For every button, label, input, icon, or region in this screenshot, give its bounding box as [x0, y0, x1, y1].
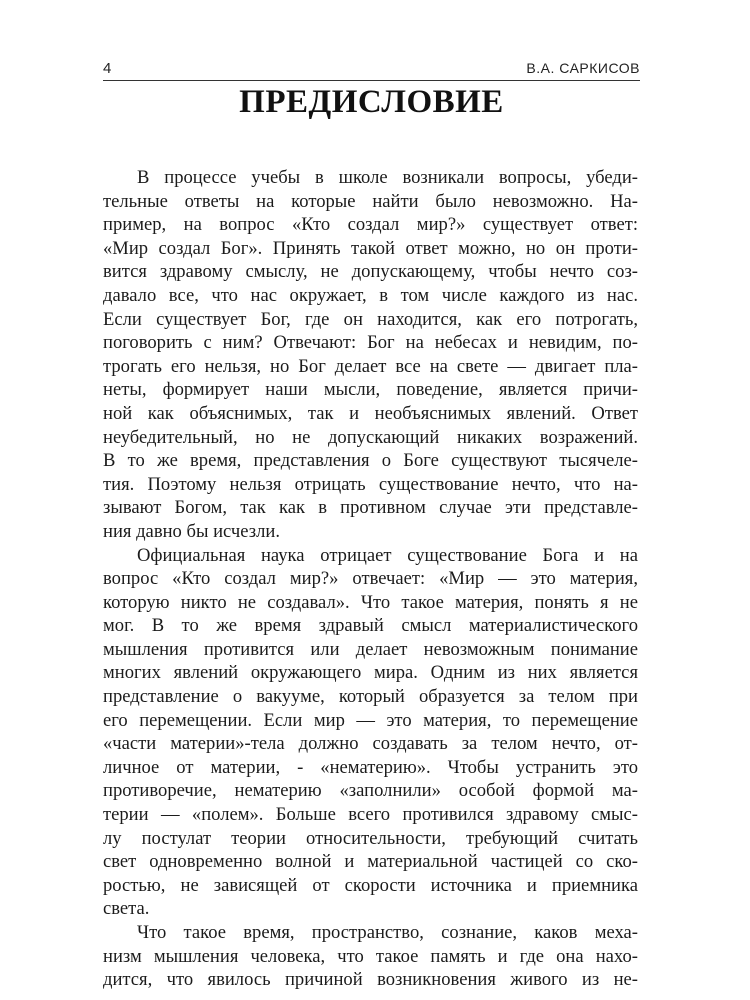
text-line: ния давно бы исчезли.: [103, 520, 280, 542]
text-line: В процессе учебы в школе возникали вопросы, убеди-: [137, 167, 638, 188]
paragraph: [103, 544, 638, 922]
text-line: дится, что явилось причиной возникновения живого из не-: [103, 969, 638, 991]
text-line: давало все, что нас окружает, в том числе каждого из нас.: [103, 284, 638, 306]
text-line: лу постулат теории относительности, требующий считать: [103, 827, 638, 849]
text-line: его перемещении. Если мир — это материя, то перемещение: [103, 709, 638, 731]
text-line: мышления противится или делает невозможным понимание: [103, 638, 638, 660]
text-line: В то же время, представления о Боге существуют тысячеле-: [103, 450, 638, 472]
page-header: [103, 58, 640, 80]
paragraph: [103, 166, 638, 544]
chapter-title: ПРЕДИСЛОВИЕ: [239, 84, 504, 120]
text-line: Если существует Бог, где он находится, как его потрогать,: [103, 308, 638, 330]
text-line: «части материи»-тела должно создавать за телом нечто, от-: [103, 733, 638, 755]
text-line: которую никто не создавал». Что такое материя, понять я не: [103, 591, 638, 613]
text-line: мог. В то же время здравый смысл материалистического: [103, 615, 638, 637]
text-line: пример, на вопрос «Кто создал мир?» существует ответ:: [103, 214, 638, 236]
paragraph: [103, 921, 638, 992]
text-line: свет одновременно волной и материальной частицей со ско-: [103, 851, 638, 873]
body-text: [103, 166, 638, 992]
text-line: представление о вакууме, который образуется за телом при: [103, 686, 638, 708]
page-number: 4: [103, 60, 112, 77]
text-line: личное от материи, - «нематерию». Чтобы устранить это: [103, 756, 638, 778]
text-line: тия. Поэтому нельзя отрицать существование нечто, что на-: [103, 473, 638, 495]
text-line: вится здравому смыслу, не допускающему, чтобы нечто соз-: [103, 261, 638, 283]
text-line: вопрос «Кто создал мир?» отвечает: «Мир — это материя,: [103, 568, 638, 590]
text-line: трогать его нельзя, но Бог делает все на свете — двигает пла-: [103, 355, 638, 377]
text-line: низм мышления человека, что такое память и где она нахо-: [103, 945, 638, 967]
text-line: «Мир создал Бог». Принять такой ответ можно, но он проти-: [103, 237, 638, 259]
text-line: ной как объяснимых, так и необъяснимых явлений. Ответ: [103, 402, 638, 424]
text-line: поговорить с ним? Отвечают: Бог на небесах и невидим, по-: [103, 332, 638, 354]
text-line: Официальная наука отрицает существование Бога и на: [137, 544, 638, 566]
running-head-author: В.А. САРКИСОВ: [526, 60, 640, 76]
text-line: терии — «полем». Больше всего противился здравому смыс-: [103, 804, 638, 826]
text-line: противоречие, нематерию «заполнили» особой формой ма-: [103, 780, 638, 802]
text-line: Что такое время, пространство, сознание, каков меха-: [137, 922, 638, 943]
text-line: многих явлений окружающего мира. Одним из них является: [103, 662, 638, 684]
text-line: зывают Богом, так как в противном случае эти представле-: [103, 497, 638, 519]
text-line: неубедительный, но не допускающий никаких возражений.: [103, 426, 638, 448]
text-line: ростью, не зависящей от скорости источника и приемника: [103, 874, 638, 896]
text-line: света.: [103, 898, 150, 920]
text-line: тельные ответы на которые найти было невозможно. На-: [103, 190, 638, 212]
header-rule: [103, 80, 640, 81]
text-line: неты, формирует наши мысли, поведение, является причи-: [103, 379, 638, 401]
